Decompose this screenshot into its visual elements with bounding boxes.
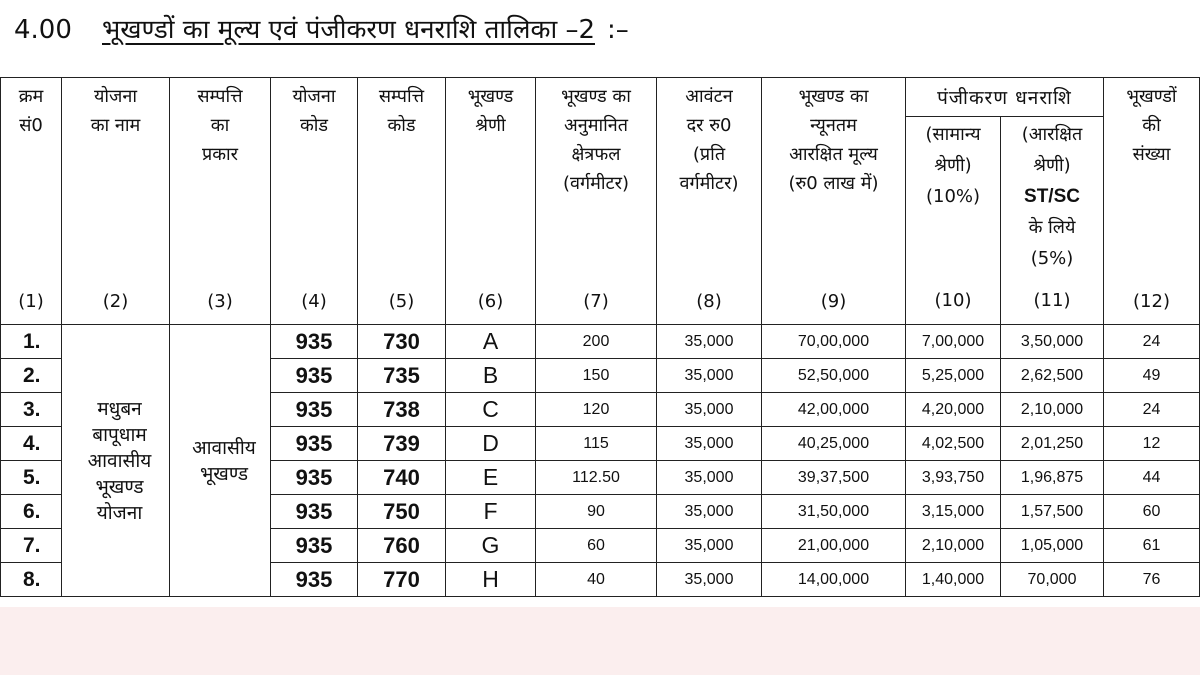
cell-category: C (446, 393, 536, 427)
cell-rate: 35,000 (657, 529, 762, 563)
cell-area: 150 (536, 359, 657, 393)
cell-rate: 35,000 (657, 427, 762, 461)
cell-scheme-code: 935 (271, 393, 358, 427)
cell-reg-general: 3,93,750 (906, 461, 1001, 495)
header-cell-plot-category: भूखण्ड श्रेणी (6) (446, 78, 536, 325)
cell-min-price: 70,00,000 (762, 325, 906, 359)
cell-category: H (446, 563, 536, 597)
section-number: 4.00 (14, 15, 72, 45)
header-cell-reg-general: (सामान्य श्रेणी) (10%) (10) (906, 117, 1001, 325)
cell-property-type: आवासीय भूखण्ड (170, 325, 271, 597)
cell-count: 60 (1104, 495, 1200, 529)
cell-min-price: 42,00,000 (762, 393, 906, 427)
cell-property-code: 740 (358, 461, 446, 495)
cell-category: D (446, 427, 536, 461)
cell-reg-general: 7,00,000 (906, 325, 1001, 359)
cell-category: G (446, 529, 536, 563)
cell-area: 60 (536, 529, 657, 563)
cell-count: 49 (1104, 359, 1200, 393)
cell-reg-general: 2,10,000 (906, 529, 1001, 563)
header-cell-area: भूखण्ड का अनुमानित क्षेत्रफल (वर्गमीटर) (7) (536, 78, 657, 325)
cell-sn: 1. (1, 325, 62, 359)
header-cell-rate: आवंटन दर रु0 (प्रति वर्गमीटर) (8) (657, 78, 762, 325)
cell-scheme-code: 935 (271, 461, 358, 495)
cell-reg-general: 4,02,500 (906, 427, 1001, 461)
cell-scheme-name: मधुबन बापूधाम आवासीय भूखण्ड योजना (62, 325, 170, 597)
cell-rate: 35,000 (657, 359, 762, 393)
cell-property-code: 738 (358, 393, 446, 427)
cell-count: 44 (1104, 461, 1200, 495)
cell-min-price: 14,00,000 (762, 563, 906, 597)
cell-sn: 7. (1, 529, 62, 563)
cell-reg-reserved: 3,50,000 (1001, 325, 1104, 359)
cell-property-code: 750 (358, 495, 446, 529)
cell-sn: 2. (1, 359, 62, 393)
section-title: भूखण्डों का मूल्य एवं पंजीकरण धनराशि तालिका –2 (102, 15, 595, 45)
header-cell-scheme-name: योजना का नाम (2) (62, 78, 170, 325)
cell-rate: 35,000 (657, 393, 762, 427)
cell-area: 115 (536, 427, 657, 461)
table-row (1, 325, 1200, 359)
cell-sn: 6. (1, 495, 62, 529)
cell-scheme-code: 935 (271, 325, 358, 359)
cell-area: 112.50 (536, 461, 657, 495)
cell-reg-general: 3,15,000 (906, 495, 1001, 529)
cell-rate: 35,000 (657, 325, 762, 359)
header-cell-sn: क्रम सं0 (1) (1, 78, 62, 325)
cell-min-price: 31,50,000 (762, 495, 906, 529)
cell-reg-reserved: 1,05,000 (1001, 529, 1104, 563)
cell-category: A (446, 325, 536, 359)
cell-count: 24 (1104, 393, 1200, 427)
cell-sn: 3. (1, 393, 62, 427)
header-cell-reg-reserved: (आरक्षित श्रेणी) ST/SC के लिये (5%) (11) (1001, 117, 1104, 325)
cell-reg-general: 4,20,000 (906, 393, 1001, 427)
cell-category: F (446, 495, 536, 529)
cell-count: 12 (1104, 427, 1200, 461)
cell-property-code: 739 (358, 427, 446, 461)
cell-reg-general: 5,25,000 (906, 359, 1001, 393)
cell-area: 200 (536, 325, 657, 359)
header-row (1, 78, 1200, 117)
header-cell-property-code: सम्पत्ति कोड (5) (358, 78, 446, 325)
cell-property-code: 770 (358, 563, 446, 597)
cell-count: 61 (1104, 529, 1200, 563)
section-heading (14, 12, 629, 48)
cell-property-code: 730 (358, 325, 446, 359)
cell-category: E (446, 461, 536, 495)
cell-reg-reserved: 1,96,875 (1001, 461, 1104, 495)
section-title-suffix: :– (607, 15, 629, 45)
cell-sn: 4. (1, 427, 62, 461)
cell-rate: 35,000 (657, 461, 762, 495)
cell-reg-reserved: 2,10,000 (1001, 393, 1104, 427)
cell-scheme-code: 935 (271, 427, 358, 461)
header-cell-scheme-code: योजना कोड (4) (271, 78, 358, 325)
plot-price-table (0, 77, 1200, 597)
cell-min-price: 39,37,500 (762, 461, 906, 495)
header-cell-property-type: सम्पत्ति का प्रकार (3) (170, 78, 271, 325)
cell-area: 90 (536, 495, 657, 529)
cell-reg-reserved: 1,57,500 (1001, 495, 1104, 529)
cell-scheme-code: 935 (271, 563, 358, 597)
cell-rate: 35,000 (657, 495, 762, 529)
cell-sn: 8. (1, 563, 62, 597)
cell-sn: 5. (1, 461, 62, 495)
cell-reg-reserved: 70,000 (1001, 563, 1104, 597)
cell-area: 120 (536, 393, 657, 427)
cell-category: B (446, 359, 536, 393)
cell-scheme-code: 935 (271, 359, 358, 393)
cell-area: 40 (536, 563, 657, 597)
header-cell-registration: पंजीकरण धनराशि (906, 78, 1104, 117)
cell-scheme-code: 935 (271, 495, 358, 529)
cell-scheme-code: 935 (271, 529, 358, 563)
cell-property-code: 735 (358, 359, 446, 393)
cell-reg-reserved: 2,62,500 (1001, 359, 1104, 393)
cell-min-price: 52,50,000 (762, 359, 906, 393)
cell-reg-reserved: 2,01,250 (1001, 427, 1104, 461)
cell-reg-general: 1,40,000 (906, 563, 1001, 597)
cell-min-price: 40,25,000 (762, 427, 906, 461)
header-cell-min-price: भूखण्ड का न्यूनतम आरक्षित मूल्य (रु0 लाख में) (9) (762, 78, 906, 325)
cell-count: 24 (1104, 325, 1200, 359)
cell-property-code: 760 (358, 529, 446, 563)
cell-count: 76 (1104, 563, 1200, 597)
cell-rate: 35,000 (657, 563, 762, 597)
header-cell-plot-count: भूखण्डों की संख्या (12) (1104, 78, 1200, 325)
cell-min-price: 21,00,000 (762, 529, 906, 563)
